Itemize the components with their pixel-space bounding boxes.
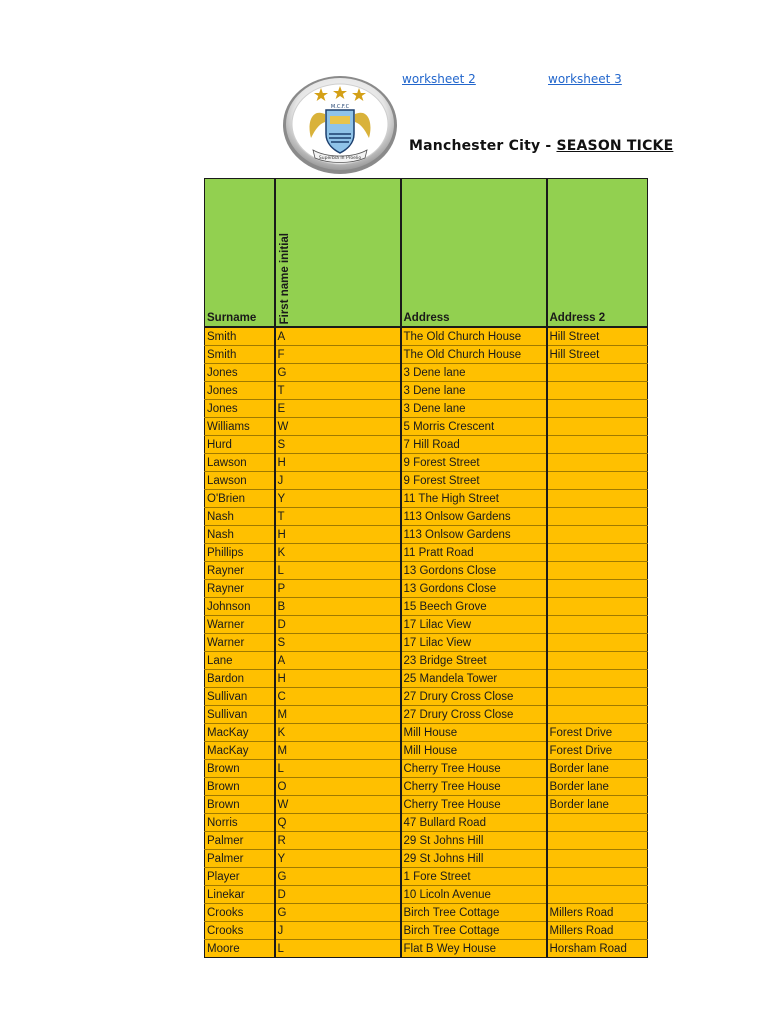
address-cell: 113 Onlsow Gardens	[401, 508, 547, 526]
address-cell: The Old Church House	[401, 327, 547, 346]
table-row	[205, 940, 648, 958]
address2-cell	[547, 886, 648, 904]
surname-cell: Crooks	[205, 922, 275, 940]
address2-cell	[547, 670, 648, 688]
initial-cell: O	[275, 778, 401, 796]
initial-cell: L	[275, 760, 401, 778]
header-address: Address	[401, 179, 547, 328]
initial-cell: Q	[275, 814, 401, 832]
address-cell: Cherry Tree House	[401, 760, 547, 778]
address2-cell	[547, 616, 648, 634]
initial-cell: T	[275, 382, 401, 400]
address2-cell: Border lane	[547, 760, 648, 778]
address-cell: 29 St Johns Hill	[401, 832, 547, 850]
surname-cell: Lawson	[205, 454, 275, 472]
table-row	[205, 616, 648, 634]
surname-cell: Jones	[205, 400, 275, 418]
initial-cell: T	[275, 508, 401, 526]
initial-cell: D	[275, 616, 401, 634]
initial-cell: S	[275, 436, 401, 454]
address2-cell: Forest Drive	[547, 724, 648, 742]
table-row	[205, 346, 648, 364]
address2-cell	[547, 598, 648, 616]
table-header-row	[205, 179, 648, 328]
surname-cell: Smith	[205, 327, 275, 346]
surname-cell: Williams	[205, 418, 275, 436]
surname-cell: Moore	[205, 940, 275, 958]
address-cell: Birch Tree Cottage	[401, 904, 547, 922]
header-first-name-initial: First name initial	[275, 179, 401, 328]
svg-text:M.C.F.C: M.C.F.C	[330, 104, 350, 110]
table-row	[205, 364, 648, 382]
address-cell: 27 Drury Cross Close	[401, 688, 547, 706]
address-cell: The Old Church House	[401, 346, 547, 364]
address-cell: 10 Licoln Avenue	[401, 886, 547, 904]
address2-cell	[547, 400, 648, 418]
surname-cell: Nash	[205, 526, 275, 544]
address-cell: Cherry Tree House	[401, 796, 547, 814]
address-cell: 17 Lilac View	[401, 616, 547, 634]
surname-cell: Brown	[205, 760, 275, 778]
table-row	[205, 724, 648, 742]
initial-cell: J	[275, 472, 401, 490]
address-cell: 113 Onlsow Gardens	[401, 526, 547, 544]
surname-cell: Sullivan	[205, 688, 275, 706]
surname-cell: Sullivan	[205, 706, 275, 724]
initial-cell: K	[275, 724, 401, 742]
address-cell: 47 Bullard Road	[401, 814, 547, 832]
surname-cell: MacKay	[205, 742, 275, 760]
initial-cell: R	[275, 832, 401, 850]
address2-cell	[547, 490, 648, 508]
initial-cell: W	[275, 418, 401, 436]
surname-cell: Player	[205, 868, 275, 886]
address-cell: 23 Bridge Street	[401, 652, 547, 670]
initial-cell: K	[275, 544, 401, 562]
initial-cell: G	[275, 868, 401, 886]
table-row	[205, 904, 648, 922]
address2-cell	[547, 454, 648, 472]
address2-cell	[547, 526, 648, 544]
address-cell: 27 Drury Cross Close	[401, 706, 547, 724]
surname-cell: Jones	[205, 382, 275, 400]
address2-cell	[547, 850, 648, 868]
header-address-2: Address 2	[547, 179, 648, 328]
address2-cell	[547, 436, 648, 454]
initial-cell: G	[275, 364, 401, 382]
initial-cell: D	[275, 886, 401, 904]
initial-cell: L	[275, 940, 401, 958]
address-cell: 3 Dene lane	[401, 400, 547, 418]
address-cell: 3 Dene lane	[401, 364, 547, 382]
table-row	[205, 850, 648, 868]
table-row	[205, 760, 648, 778]
address2-cell	[547, 364, 648, 382]
address2-cell	[547, 580, 648, 598]
address-cell: Birch Tree Cottage	[401, 922, 547, 940]
surname-cell: Lane	[205, 652, 275, 670]
initial-cell: P	[275, 580, 401, 598]
address2-cell	[547, 688, 648, 706]
address-cell: 15 Beech Grove	[401, 598, 547, 616]
address2-cell: Border lane	[547, 778, 648, 796]
address-cell: 3 Dene lane	[401, 382, 547, 400]
address2-cell	[547, 814, 648, 832]
table-row	[205, 778, 648, 796]
page-title	[409, 138, 674, 154]
club-crest-logo	[281, 74, 399, 176]
initial-cell: M	[275, 742, 401, 760]
address-cell: 1 Fore Street	[401, 868, 547, 886]
table-row	[205, 418, 648, 436]
address2-cell: Hill Street	[547, 346, 648, 364]
surname-cell: Warner	[205, 616, 275, 634]
surname-cell: Linekar	[205, 886, 275, 904]
table-row	[205, 436, 648, 454]
address-cell: 11 The High Street	[401, 490, 547, 508]
table-row	[205, 400, 648, 418]
address2-cell	[547, 634, 648, 652]
surname-cell: Brown	[205, 778, 275, 796]
initial-cell: W	[275, 796, 401, 814]
address-cell: 29 St Johns Hill	[401, 850, 547, 868]
surname-cell: Palmer	[205, 850, 275, 868]
address2-cell: Border lane	[547, 796, 648, 814]
table-row	[205, 544, 648, 562]
address2-cell	[547, 544, 648, 562]
address2-cell: Forest Drive	[547, 742, 648, 760]
surname-cell: O'Brien	[205, 490, 275, 508]
table-row	[205, 814, 648, 832]
table-row	[205, 742, 648, 760]
initial-cell: S	[275, 634, 401, 652]
surname-cell: Bardon	[205, 670, 275, 688]
table-row	[205, 796, 648, 814]
table-row	[205, 454, 648, 472]
surname-cell: Norris	[205, 814, 275, 832]
table-row	[205, 688, 648, 706]
address2-cell: Millers Road	[547, 904, 648, 922]
address-cell: 25 Mandela Tower	[401, 670, 547, 688]
table-row	[205, 886, 648, 904]
table-row	[205, 598, 648, 616]
address-cell: 5 Morris Crescent	[401, 418, 547, 436]
table-row	[205, 652, 648, 670]
initial-cell: G	[275, 904, 401, 922]
surname-cell: MacKay	[205, 724, 275, 742]
table-row	[205, 472, 648, 490]
address-cell: 13 Gordons Close	[401, 580, 547, 598]
surname-cell: Palmer	[205, 832, 275, 850]
address2-cell	[547, 652, 648, 670]
address2-cell	[547, 382, 648, 400]
address2-cell	[547, 706, 648, 724]
worksheet-3-link[interactable]: worksheet 3	[548, 72, 622, 86]
worksheet-2-link[interactable]: worksheet 2	[402, 72, 476, 86]
address2-cell: Horsham Road	[547, 940, 648, 958]
initial-cell: A	[275, 327, 401, 346]
table-row	[205, 327, 648, 346]
initial-cell: J	[275, 922, 401, 940]
initial-cell: M	[275, 706, 401, 724]
surname-cell: Brown	[205, 796, 275, 814]
address-cell: Mill House	[401, 724, 547, 742]
initial-cell: Y	[275, 490, 401, 508]
header-surname: Surname	[205, 179, 275, 328]
address-cell: Flat B Wey House	[401, 940, 547, 958]
initial-cell: B	[275, 598, 401, 616]
table-row	[205, 508, 648, 526]
initial-cell: H	[275, 670, 401, 688]
address2-cell: Millers Road	[547, 922, 648, 940]
surname-cell: Hurd	[205, 436, 275, 454]
address-cell: Mill House	[401, 742, 547, 760]
table-row	[205, 580, 648, 598]
address2-cell	[547, 508, 648, 526]
address-cell: Cherry Tree House	[401, 778, 547, 796]
table-row	[205, 670, 648, 688]
surname-cell: Crooks	[205, 904, 275, 922]
table-row	[205, 382, 648, 400]
surname-cell: Warner	[205, 634, 275, 652]
initial-cell: A	[275, 652, 401, 670]
address2-cell	[547, 868, 648, 886]
initial-cell: L	[275, 562, 401, 580]
surname-cell: Rayner	[205, 580, 275, 598]
surname-cell: Smith	[205, 346, 275, 364]
address2-cell	[547, 472, 648, 490]
table-row	[205, 706, 648, 724]
title-prefix: Manchester City -	[409, 138, 557, 154]
svg-text:Superbia In Proelio: Superbia In Proelio	[318, 156, 362, 161]
table-row	[205, 490, 648, 508]
surname-cell: Jones	[205, 364, 275, 382]
table-row	[205, 634, 648, 652]
address-cell: 9 Forest Street	[401, 454, 547, 472]
address-cell: 13 Gordons Close	[401, 562, 547, 580]
table-row	[205, 868, 648, 886]
address-cell: 17 Lilac View	[401, 634, 547, 652]
surname-cell: Lawson	[205, 472, 275, 490]
title-highlight: SEASON TICKE	[556, 138, 674, 154]
address-cell: 11 Pratt Road	[401, 544, 547, 562]
table-row	[205, 526, 648, 544]
initial-cell: H	[275, 454, 401, 472]
address-cell: 7 Hill Road	[401, 436, 547, 454]
table-row	[205, 832, 648, 850]
initial-cell: C	[275, 688, 401, 706]
initial-cell: F	[275, 346, 401, 364]
surname-cell: Nash	[205, 508, 275, 526]
table-body	[205, 327, 648, 958]
surname-cell: Johnson	[205, 598, 275, 616]
address2-cell	[547, 418, 648, 436]
address2-cell: Hill Street	[547, 327, 648, 346]
initial-cell: Y	[275, 850, 401, 868]
initial-cell: H	[275, 526, 401, 544]
address2-cell	[547, 562, 648, 580]
table-row	[205, 922, 648, 940]
surname-cell: Phillips	[205, 544, 275, 562]
table-row	[205, 562, 648, 580]
address2-cell	[547, 832, 648, 850]
season-ticket-table	[204, 178, 648, 958]
address-cell: 9 Forest Street	[401, 472, 547, 490]
initial-cell: E	[275, 400, 401, 418]
surname-cell: Rayner	[205, 562, 275, 580]
